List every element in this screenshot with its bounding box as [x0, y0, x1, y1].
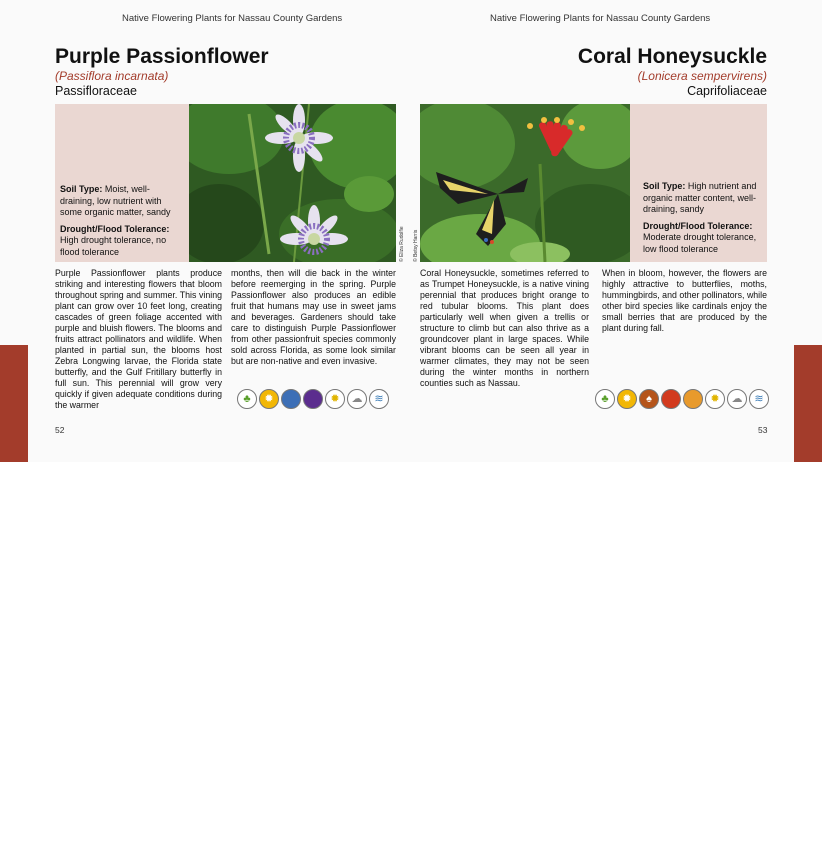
left-page-number: 52	[55, 425, 65, 435]
full-sun-icon: ✹	[617, 389, 637, 409]
left-drought-value: High drought tolerance, no flood tolerance	[60, 235, 167, 257]
full-sun-icon: ✹	[259, 389, 279, 409]
left-family-name: Passifloraceae	[55, 84, 137, 98]
sun-icon: ✹	[325, 389, 345, 409]
left-soil-value: Moist, well-draining, low nutrient with some organic matter, sandy	[60, 184, 171, 217]
left-scientific-name: (Passiflora incarnata)	[55, 69, 169, 83]
right-page-number: 53	[758, 425, 768, 435]
left-photo-credit: © Eliza Rudolfie	[399, 226, 405, 262]
right-drought-value: Moderate drought tolerance, low flood tolerance	[643, 232, 757, 254]
running-head-right: Native Flowering Plants for Nassau County Gardens	[490, 13, 711, 24]
left-soil-type	[60, 184, 184, 219]
running-head-left: Native Flowering Plants for Nassau County Gardens	[122, 13, 343, 24]
left-soil-label: Soil Type:	[60, 184, 103, 194]
purple-flower-color-icon	[303, 389, 323, 409]
right-edge-tab	[794, 345, 822, 462]
right-drought-tolerance	[643, 221, 763, 256]
right-photo-credit: © Betsy Harris	[413, 229, 419, 262]
right-info-text	[643, 181, 763, 260]
left-plant-title: Purple Passionflower	[55, 45, 269, 68]
blue-flower-color-icon	[281, 389, 301, 409]
left-info-panel	[55, 104, 189, 262]
left-drought-tolerance	[60, 224, 184, 259]
left-growing-icons	[237, 389, 389, 409]
passionflower-image	[189, 104, 396, 262]
right-soil-type	[643, 181, 763, 216]
wind-tolerance-icon: ≋	[749, 389, 769, 409]
right-family-name: Caprifoliaceae	[687, 84, 767, 98]
left-edge-tab	[0, 345, 28, 462]
right-info-panel	[630, 104, 767, 262]
honeysuckle-image	[420, 104, 630, 262]
left-info-text	[60, 184, 184, 263]
partial-sun-icon: ☁	[727, 389, 747, 409]
passionflower-photo	[189, 104, 396, 262]
wind-tolerance-icon: ≋	[369, 389, 389, 409]
right-body-column-2: When in bloom, however, the flowers are highly attractive to butterflies, moths, hummingbirds, and other pollinators, while other bird species like cardinals enjoy the small berries that are produced by the plant during fall.	[602, 268, 767, 333]
red-flower-color-icon	[661, 389, 681, 409]
right-scientific-name: (Lonicera sempervirens)	[637, 69, 767, 83]
right-drought-label: Drought/Flood Tolerance:	[643, 220, 753, 231]
sun-icon: ✹	[705, 389, 725, 409]
right-soil-value: High nutrient and organic matter content, well-draining, sandy	[643, 181, 757, 214]
honeysuckle-photo	[420, 104, 630, 262]
partial-sun-icon: ☁	[347, 389, 367, 409]
right-body-column-1: Coral Honeysuckle, sometimes referred to as Trumpet Honeysuckle, is a native vining perennial that produces bright orange to red tubular blooms. This plant does particularly well when given a trellis or structure to climb but can also thrive as a groundcover plant in large spaces. While vibrant blooms can be seen all year in warmer climates, they may not be seen during the winter months in northern counties such as Nassau.	[420, 268, 589, 388]
right-growing-icons	[595, 389, 769, 409]
left-body-column-2: months, then will die back in the winter before reemerging in the spring. Purple Passionflower also produces an edible fruit that humans may use in sweet jams and beverages. Gardeners should take care to distinguish Purple Passionflower from other passionfruit species commonly sold across Florida, as some look similar but are non-native and even invasive.	[231, 268, 396, 366]
left-body-column-1: Purple Passionflower plants produce striking and interesting flowers that bloom throughout spring and summer. This vining plant can grow over 10 feet long, creating cascades of green foliage accented with purple and bluish flowers. The blooms and fruits attract pollinators and wildlife. When planted in partial sun, the blooms host Zebra Longwing larvae, the Florida state butterfly, and the Gulf Fritillary butterfly in full sun. This perennial will grow very quickly if given adequate conditions during the warmer	[55, 268, 222, 410]
seedling-icon: ♣	[595, 389, 615, 409]
left-drought-label: Drought/Flood Tolerance:	[60, 223, 170, 234]
fall-leaf-icon: ♠	[639, 389, 659, 409]
orange-flower-color-icon	[683, 389, 703, 409]
seedling-icon: ♣	[237, 389, 257, 409]
right-plant-title: Coral Honeysuckle	[577, 45, 767, 68]
right-soil-label: Soil Type:	[643, 181, 686, 191]
